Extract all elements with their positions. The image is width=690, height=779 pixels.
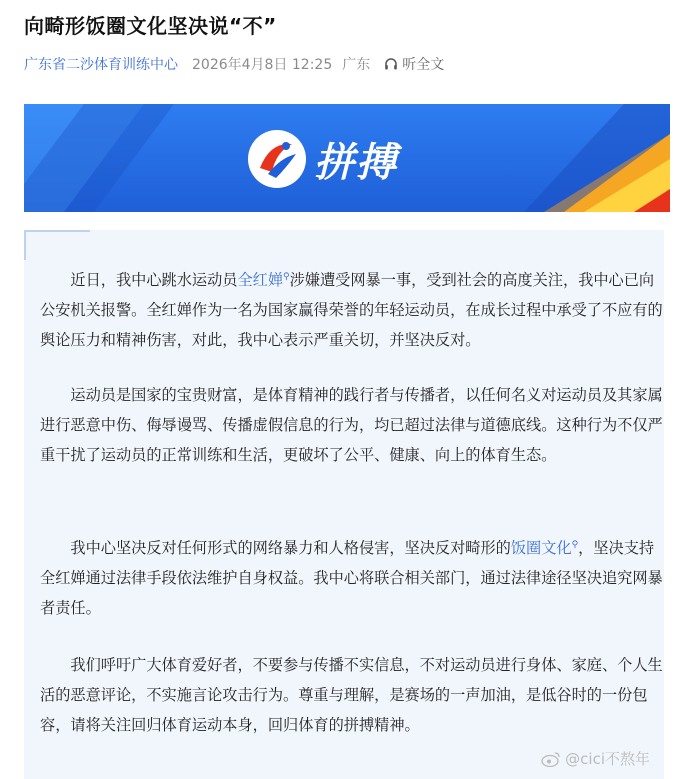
headphones-icon [384, 57, 398, 71]
weibo-icon [541, 751, 561, 767]
paragraph-text: ，坚决支持全红婵通过法律手段依法维护自身权益。我中心将联合相关部门，通过法律途径坚决追究网暴者责任。 [40, 539, 663, 618]
corner-decoration [24, 230, 90, 232]
paragraph-1 [40, 262, 664, 355]
corner-decoration-vertical [24, 230, 26, 260]
fandom-culture-link-label: 饭圈文化 [510, 539, 572, 558]
fandom-culture-link[interactable] [511, 539, 578, 557]
paragraph-3 [40, 530, 664, 623]
athlete-link-label: 全红婵 [237, 271, 284, 290]
region-label: 广东 [342, 57, 371, 73]
search-icon: ⚲ [283, 272, 290, 282]
paragraph-text: 我中心坚决反对任何形式的网络暴力和人格侵害，坚决反对畸形的 [70, 539, 511, 558]
article-title: 向畸形饭圈文化坚决说“不” [24, 14, 277, 38]
listen-label: 听全文 [402, 57, 445, 73]
article-body [24, 230, 664, 779]
watermark-text: @cici不熬年 [565, 750, 650, 768]
brand-logo-icon [246, 128, 308, 190]
paragraph-2: 运动员是国家的宝贵财富，是体育精神的践行者与传播者，以任何名义对运动员及其家属进行恶意中伤、侮辱谩骂、传播虚假信息的行为，均已超过法律与道德底线。这种行为不仅严重干扰了运动员的正常训练和生活，更破坏了公平、健康、向上的体育生态。 [40, 386, 663, 464]
search-icon: ⚲ [571, 540, 579, 550]
brand-text: 拼搏 [314, 140, 398, 186]
paragraph-text: 近日，我中心跳水运动员 [70, 271, 238, 290]
publish-date: 2026年4月8日 12:25 [192, 57, 333, 73]
paragraph-text: 涉嫌遭受网暴一事，受到社会的高度关注，我中心已向公安机关报警。全红婵作为一名为国家赢得荣誉的年轻运动员，在成长过程中承受了不应有的舆论压力和精神伤害，对此，我中心表示严重关切，并坚决反对。 [40, 271, 663, 350]
watermark [541, 748, 650, 769]
listen-button[interactable] [384, 54, 444, 74]
paragraph-4: 我们呼吁广大体育爱好者，不要参与传播不实信息，不对运动员进行身体、家庭、个人生活的恶意评论，不实施言论攻击行为。尊重与理解，是赛场的一声加油，是低谷时的一份包容，请将关注回归体育运动本身，回归体育的拼搏精神。 [40, 656, 663, 734]
athlete-link[interactable] [237, 271, 289, 289]
source-link[interactable]: 广东省二沙体育训练中心 [24, 57, 178, 73]
article-banner [24, 104, 670, 212]
article-meta [24, 54, 444, 74]
